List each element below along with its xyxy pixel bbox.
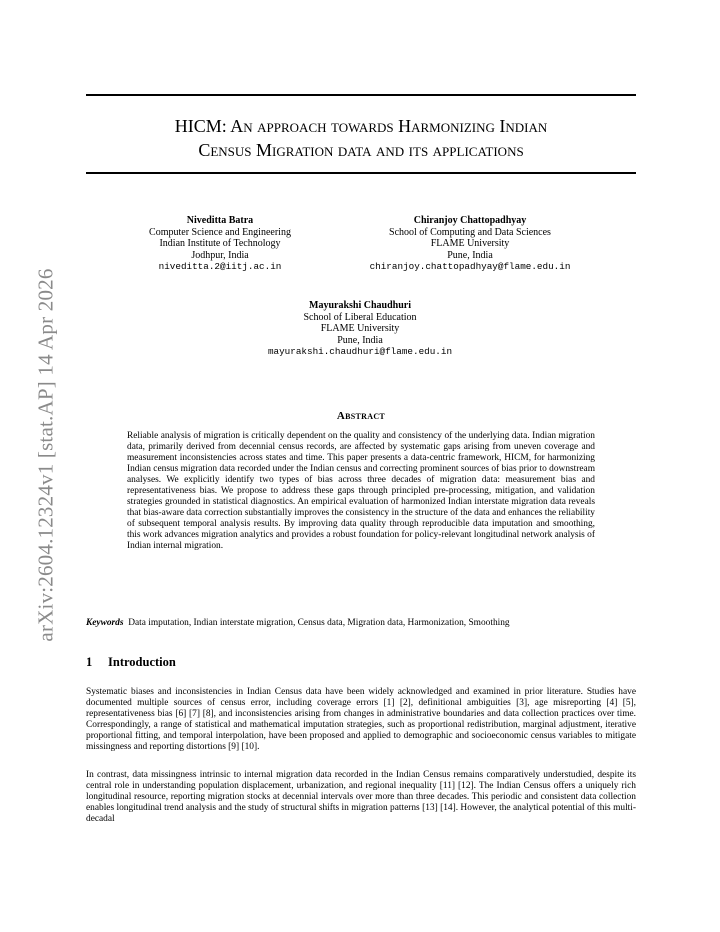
author-affiliation: School of Liberal Education xyxy=(303,311,417,323)
author-email: chiranjoy.chattopadhyay@flame.edu.in xyxy=(369,261,571,272)
section-number: 1 xyxy=(86,655,93,669)
keywords-line xyxy=(86,618,636,629)
title-rule-bottom xyxy=(86,172,636,174)
abstract-heading: Abstract xyxy=(336,410,386,422)
abstract-text: Reliable analysis of migration is critically dependent on the quality and consistency of the underlying data. Indian migration data, primarily derived from decennial census records, are affected by systematic gaps arising from uneven coverage and measurement inconsistencies across states and time. This paper presents a data-centric framework, HICM, for harmonizing Indian census migration data recorded under the Indian census and correcting prominent sources of bias prior to downstream analyses. We explicitly identify two types of bias across three decades of migration data: measurement bias and representativeness bias. We propose to address these gaps through principled pre-processing, mitigation, and validation strategies grounded in statistical diagnostics. An empirical evaluation of harmonized Indian interstate migration data reveals that bias-aware data correction substantially improves the consistency in the structure of the data and enhances the reliability of subsequent temporal analysis results. By improving data quality through reproducible data imputation and smoothing, this work advances migration analytics and provides a robust foundation for policy-relevant longitudinal network analysis of Indian internal migration. xyxy=(127,431,595,551)
author-block-1 xyxy=(120,215,320,273)
author-affiliation: FLAME University xyxy=(430,238,510,249)
author-affiliation: School of Computing and Data Sciences xyxy=(389,226,551,238)
author-affiliation: Computer Science and Engineering xyxy=(149,226,291,238)
author-block-2 xyxy=(330,215,610,273)
author-name: Niveditta Batra xyxy=(186,215,254,226)
keywords-label: Keywords xyxy=(86,618,124,628)
author-name: Mayurakshi Chaudhuri xyxy=(309,300,411,311)
body-paragraph: In contrast, data missingness intrinsic to internal migration data recorded in the Indian Census remains comparatively understudied, despite its central role in understanding population displacement, urbanization, and regional inequality [11] [12]. The Indian Census offers a uniquely rich longitudinal resource, reporting migration stocks at decennial intervals over more than three decades. This periodic and consistent data collection enables longitudinal trend analysis and the study of structural shifts in migration patterns [13] [14]. However, the analytical potential of this multi-decadal xyxy=(86,770,636,824)
arxiv-identifier: arXiv:2604.12324v1 [stat.AP] 14 Apr 2026 xyxy=(33,268,58,642)
body-paragraph: Systematic biases and inconsistencies in Indian Census data have been widely acknowledged and examined in prior literature. Studies have documented multiple sources of census error, including coverage errors [1] [2], definitional ambiguities [3], age misreporting [4] [5], representativeness bias [6] [7] [8], and inconsistencies arising from changes in administrative boundaries and data collection practices over time. Correspondingly, a range of statistical and mathematical imputation strategies, such as proportional redistribution, marginal adjustment, iterative proportional fitting, and temporal interpolation, have been proposed and applied to demographic and socioeconomic census variables to mitigate missingness and reporting distortions [9] [10]. xyxy=(86,687,636,752)
author-location: Pune, India xyxy=(337,334,383,346)
title-rule-top xyxy=(86,94,636,96)
author-location: Jodhpur, India xyxy=(191,249,249,261)
section-title: Introduction xyxy=(108,655,176,669)
author-location: Pune, India xyxy=(447,249,493,261)
section-heading xyxy=(86,655,636,670)
author-name: Chiranjoy Chattopadhyay xyxy=(413,215,527,226)
title-line-2: Census Migration data and its applications xyxy=(198,140,524,160)
author-email: niveditta.2@iitj.ac.in xyxy=(158,261,282,272)
author-affiliation: Indian Institute of Technology xyxy=(159,238,281,249)
paper-title xyxy=(86,114,636,162)
title-line-1: HICM: An approach towards Harmonizing Indian xyxy=(174,116,548,136)
author-block-3 xyxy=(260,300,460,358)
author-affiliation: FLAME University xyxy=(320,323,400,334)
keywords-text: Data imputation, Indian interstate migration, Census data, Migration data, Harmonization, Smoothing xyxy=(128,618,510,628)
author-email: mayurakshi.chaudhuri@flame.edu.in xyxy=(267,346,453,357)
